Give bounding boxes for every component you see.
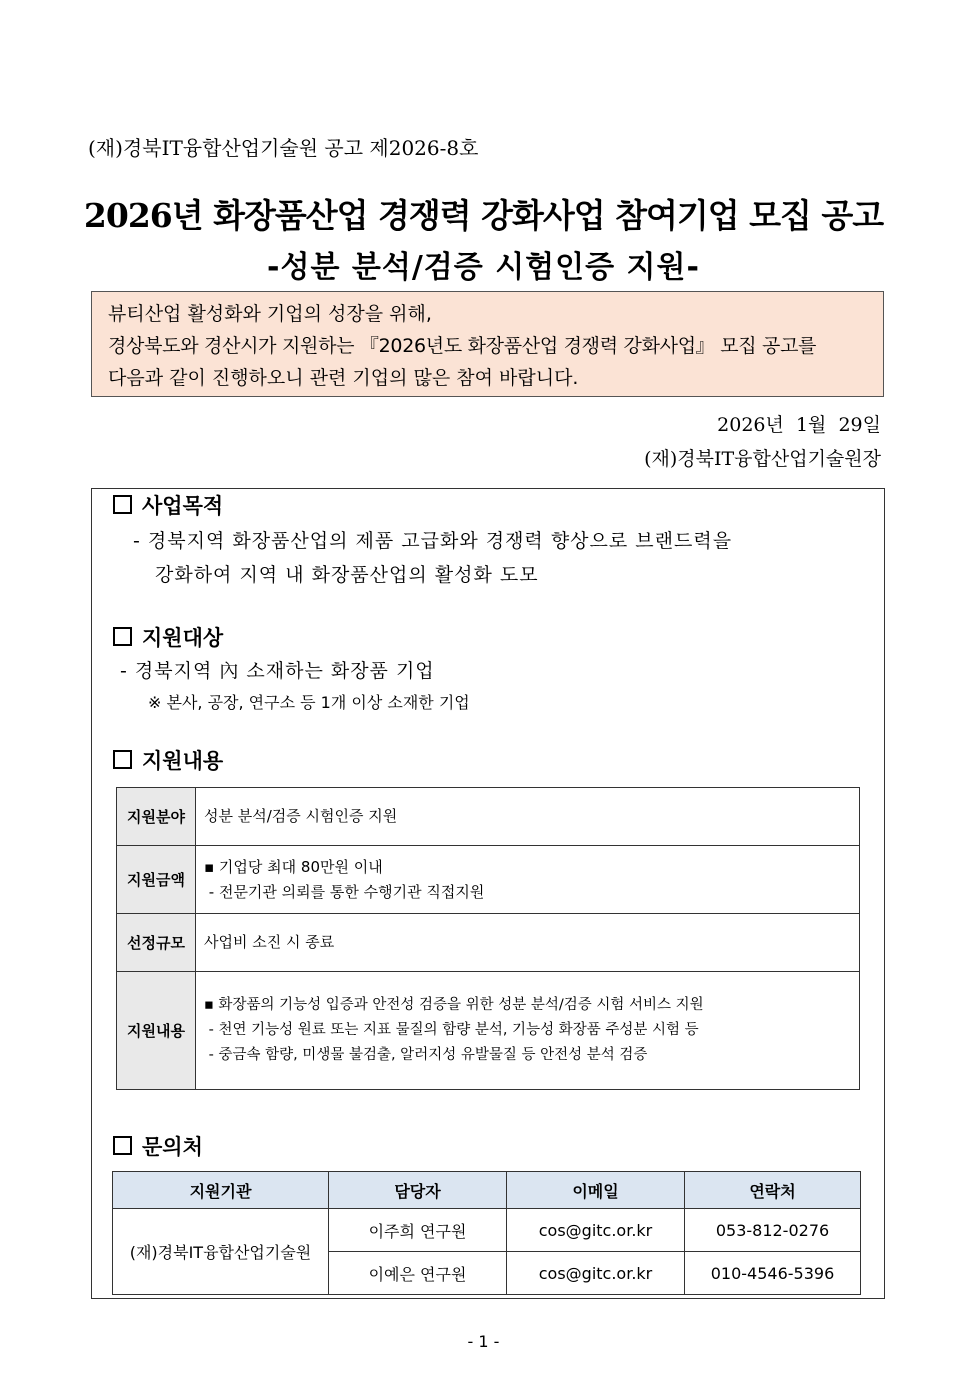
checkbox-square-icon <box>113 750 132 769</box>
purpose-line: 강화하여 지역 내 화장품산업의 활성화 도모 <box>155 564 539 586</box>
row-label: 지원금액 <box>117 846 196 914</box>
contact-name: 이주희 연구원 <box>329 1209 507 1252</box>
contact-table <box>112 1171 861 1295</box>
page-subtitle: -성분 분석/검증 시험인증 지원- <box>267 250 700 285</box>
org-cell: (재)경북IT융합산업기술원 <box>113 1209 329 1295</box>
row-line: ▪ 기업당 최대 80만원 이내 <box>204 857 383 876</box>
notice-date: 2026년 1월 29일 <box>717 414 881 436</box>
section-title: 지원내용 <box>142 749 224 773</box>
section-heading-contact <box>113 1131 203 1161</box>
row-value <box>196 788 860 846</box>
contact-name: 이예은 연구원 <box>329 1252 507 1295</box>
checkbox-square-icon <box>113 495 132 514</box>
intro-line: 경상북도와 경산시가 지원하는 『2026년도 화장품산업 경쟁력 강화사업』 모집 공고를 <box>108 335 817 357</box>
contact-phone: 053-812-0276 <box>685 1209 861 1252</box>
contact-phone: 010-4546-5396 <box>685 1252 861 1295</box>
section-heading-content <box>113 745 223 775</box>
intro-line: 다음과 같이 진행하오니 관련 기업의 많은 참여 바랍니다. <box>108 367 579 389</box>
purpose-line: - 경북지역 화장품산업의 제품 고급화와 경쟁력 향상으로 브랜드력을 <box>133 530 733 552</box>
row-line: - 중금속 함량, 미생물 불검출, 알러지성 유발물질 등 안전성 분석 검증 <box>204 1047 648 1063</box>
intro-line: 뷰티산업 활성화와 기업의 성장을 위해, <box>108 303 432 325</box>
section-title: 지원대상 <box>142 626 224 650</box>
page-number: - 1 - <box>467 1332 500 1351</box>
row-label: 선정규모 <box>117 914 196 972</box>
table-row <box>117 788 860 846</box>
column-header: 담당자 <box>329 1172 507 1209</box>
support-content-table <box>116 787 860 1090</box>
row-label: 지원내용 <box>117 972 196 1090</box>
row-value <box>196 846 860 914</box>
table-row <box>117 972 860 1090</box>
section-title: 사업목적 <box>142 494 224 518</box>
section-title: 문의처 <box>142 1135 203 1159</box>
table-row <box>113 1209 861 1252</box>
contact-email[interactable]: cos@gitc.or.kr <box>507 1252 685 1295</box>
target-note: ※ 본사, 공장, 연구소 등 1개 이상 소재한 기업 <box>148 693 470 712</box>
row-line: 성분 분석/검증 시험인증 지원 <box>204 807 398 825</box>
column-header: 이메일 <box>507 1172 685 1209</box>
contact-email[interactable]: cos@gitc.or.kr <box>507 1209 685 1252</box>
column-header: 연락처 <box>685 1172 861 1209</box>
row-line: ▪ 화장품의 기능성 입증과 안전성 검증을 위한 성분 분석/검증 시험 서비스 지원 <box>204 997 704 1013</box>
row-value <box>196 914 860 972</box>
row-value <box>196 972 860 1090</box>
row-label: 지원분야 <box>117 788 196 846</box>
row-line: - 전문기관 의뢰를 통한 수행기관 직접지원 <box>204 882 485 901</box>
row-line: - 천연 기능성 원료 또는 지표 물질의 함량 분석, 기능성 화장품 주성분 시험 등 <box>204 1022 699 1038</box>
target-line: - 경북지역 內 소재하는 화장품 기업 <box>120 660 435 682</box>
table-row <box>117 846 860 914</box>
column-header: 지원기관 <box>113 1172 329 1209</box>
notice-number: (재)경북IT융합산업기술원 공고 제2026-8호 <box>88 136 479 160</box>
intro-box <box>91 291 884 397</box>
section-heading-purpose <box>113 490 223 520</box>
page-title: 2026년 화장품산업 경쟁력 강화사업 참여기업 모집 공고 <box>83 196 884 235</box>
section-heading-target <box>113 622 223 652</box>
row-line: 사업비 소진 시 종료 <box>204 933 335 951</box>
checkbox-square-icon <box>113 1136 132 1155</box>
issuer: (재)경북IT융합산업기술원장 <box>644 448 881 470</box>
checkbox-square-icon <box>113 627 132 646</box>
table-header-row <box>113 1172 861 1209</box>
table-row <box>117 914 860 972</box>
